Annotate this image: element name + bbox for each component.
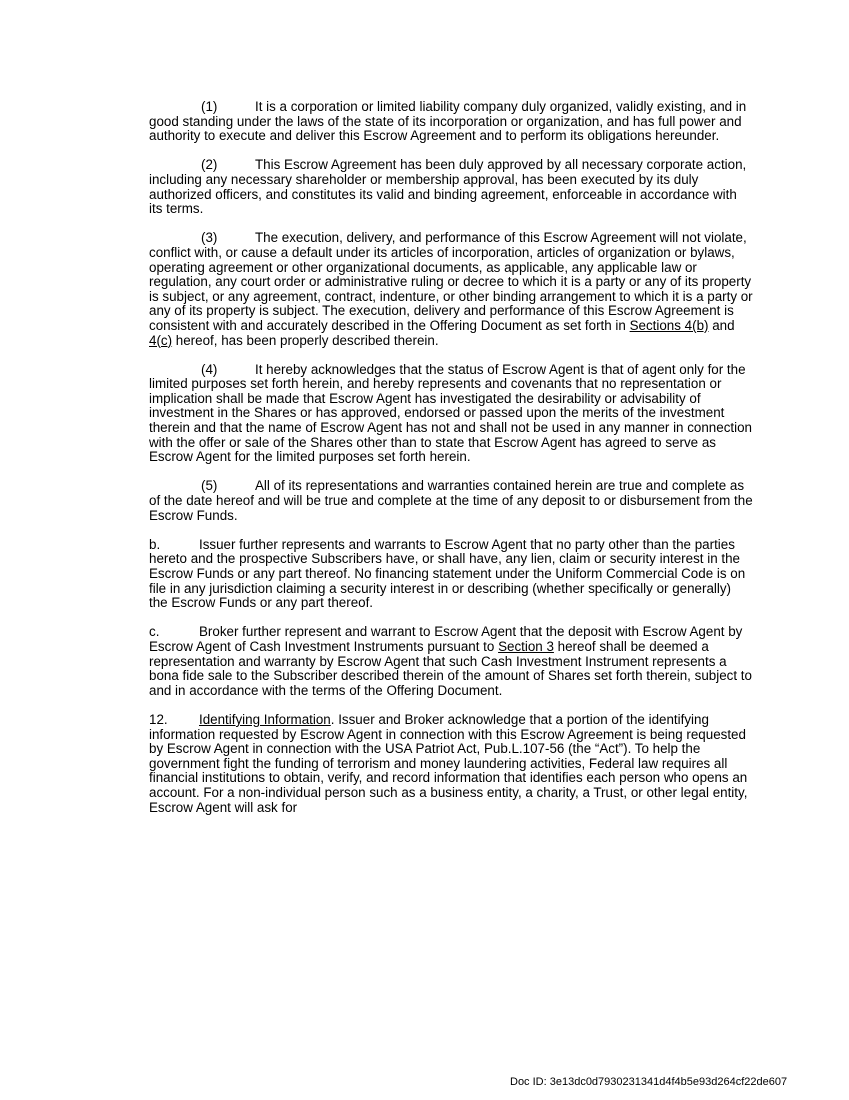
paragraph-2 (149, 158, 753, 216)
section-reference-4c: 4(c) (149, 332, 173, 348)
paragraph-number: (4) (201, 361, 218, 377)
section-reference-4b: Sections 4(b) (629, 317, 709, 333)
paragraph-text: It hereby acknowledges that the status of Escrow Agent is that of agent only for the limited purposes set forth herein, and hereby represents and covenants that no representation or implication shall be made that Escrow Agent has investigated the desirability or advisability of investment in the Shares or has approved, endorsed or passed upon the merits of the investment therein and that the name of Escrow Agent has not and shall not be used in any manner in connection with the offer or sale of the Shares other than to state that Escrow Agent has agreed to serve as Escrow Agent for the limited purposes set forth herein. (149, 361, 752, 465)
paragraph-3 (149, 231, 753, 348)
paragraph-b (149, 538, 753, 611)
section-12 (149, 713, 753, 815)
section-reference-3: Section 3 (498, 638, 554, 654)
paragraph-text: hereof shall be deemed a representation and warranty by Escrow Agent that such Cash Investment Instrument represents a bona fide sale to the Subscriber described therein of the amount of Shares set forth therein, subject to and in accordance with the terms of the Offering Document. (149, 638, 752, 698)
section-number: 12. (149, 711, 168, 727)
paragraph-text: Broker further represent and warrant to Escrow Agent that the deposit with Escrow Agent by Escrow Agent of Cash Investment Instruments pursuant to (149, 624, 743, 654)
paragraph-number: (3) (201, 230, 218, 246)
paragraph-text: . Issuer and Broker acknowledge that a portion of the identifying information requested by Escrow Agent in connection with this Escrow Agreement is being requested by Escrow Agent in connection with the USA Patriot Act, Pub.L.107-56 (the “Act”). To help the government fight the funding of terrorism and money laundering activities, Federal law requires all financial institutions to obtain, verify, and record information that identifies each person who opens an account. For a non-individual person such as a business entity, a charity, a Trust, or other legal entity, Escrow Agent will ask for (149, 711, 748, 815)
paragraph-text: Issuer further represents and warrants to Escrow Agent that no party other than the parties hereto and the prospective Subscribers have, or shall have, any lien, claim or security interest in the Escrow Funds or any part thereof. No financing statement under the Uniform Commercial Code is on file in any jurisdiction claiming a security interest in or describing (whether specifically or generally) the Escrow Funds or any part thereof. (149, 536, 746, 611)
paragraph-1 (149, 100, 753, 144)
paragraph-letter: b. (149, 536, 161, 552)
paragraph-text: All of its representations and warranties contained herein are true and complete as of the date hereof and will be true and complete at the time of any deposit to or disbursement from the Escrow Funds. (149, 478, 753, 523)
paragraph-text: and (708, 317, 735, 333)
paragraph-c (149, 625, 753, 698)
document-body (149, 100, 753, 830)
paragraph-letter: c. (149, 624, 160, 640)
paragraph-number: (2) (201, 157, 218, 173)
paragraph-text: It is a corporation or limited liability company duly organized, validly existing, and in good standing under the laws of the state of its incorporation or organization, and has full power and authority to execute and deliver this Escrow Agreement and to perform its obligations hereunder. (149, 99, 747, 144)
section-heading: Identifying Information (199, 711, 331, 727)
paragraph-4 (149, 363, 753, 465)
document-id-footer: Doc ID: 3e13dc0d7930231341d4f4b5e93d264cf22de607 (510, 1076, 788, 1088)
paragraph-text: This Escrow Agreement has been duly approved by all necessary corporate action, including any necessary shareholder or membership approval, has been executed by its duly authorized officers, and constitutes its valid and binding agreement, enforceable in accordance with its terms. (149, 157, 747, 217)
paragraph-5 (149, 479, 753, 523)
paragraph-text: The execution, delivery, and performance of this Escrow Agreement will not violate, conflict with, or cause a default under its articles of incorporation, articles of organization or bylaws, operating agreement or other organizational documents, as applicable, any applicable law or regulation, any court order or administrative ruling or decree to which it is a party or any of its property is subject, or any agreement, contract, indenture, or other binding arrangement to which it is a party or any of its property is subject. The execution, delivery and performance of this Escrow Agreement is consistent with and accurately described in the Offering Document as set forth in (149, 230, 753, 333)
paragraph-text: hereof, has been properly described therein. (172, 332, 439, 348)
paragraph-number: (1) (201, 99, 218, 114)
paragraph-number: (5) (201, 478, 218, 494)
